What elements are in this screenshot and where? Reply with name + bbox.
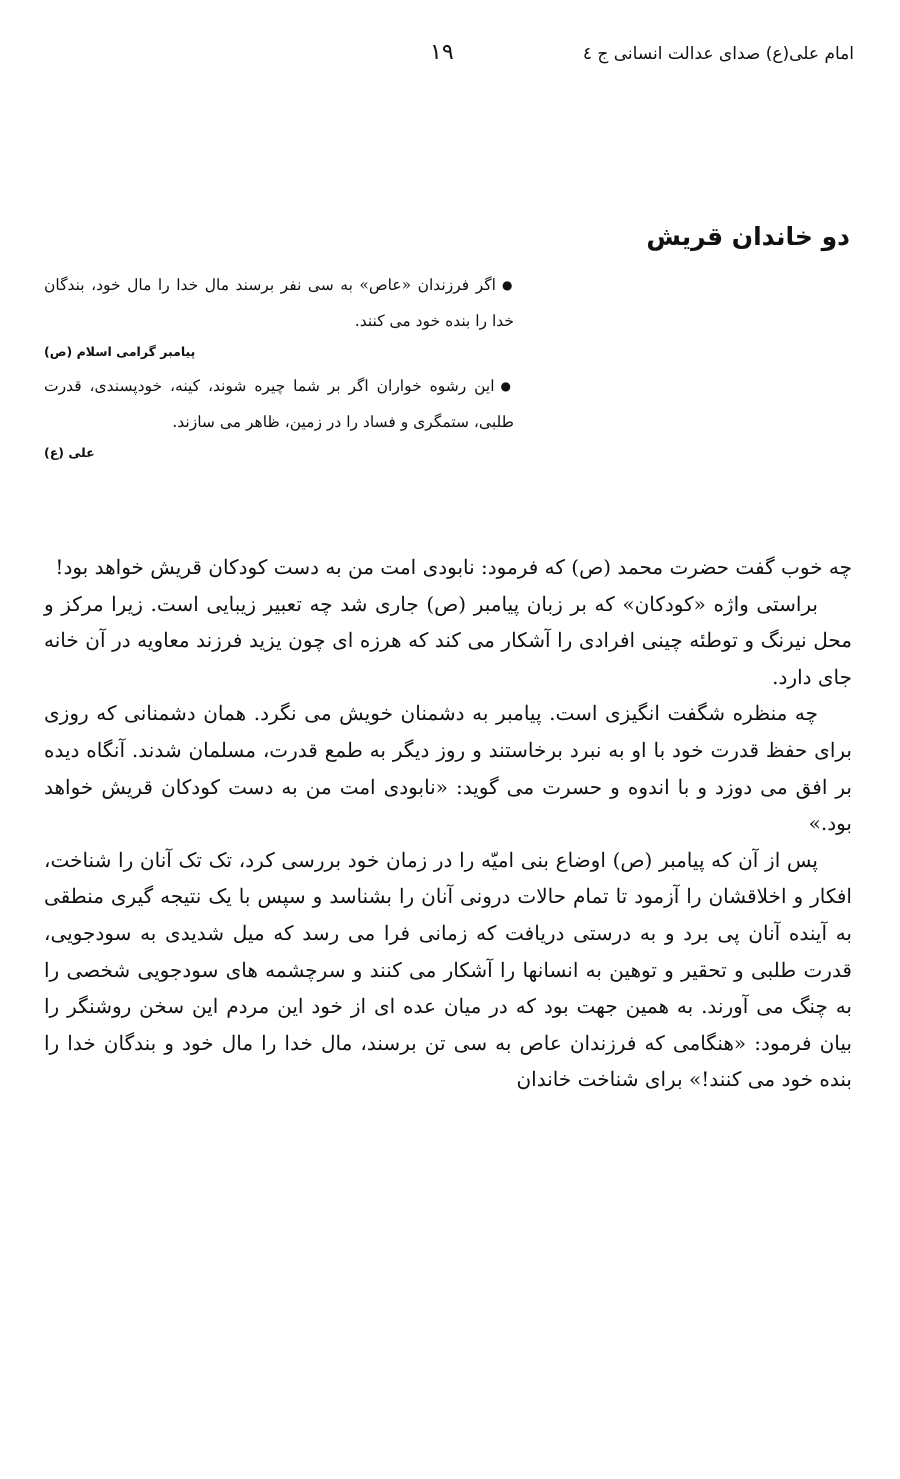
bullet-icon: ● xyxy=(500,379,514,393)
bullet-icon: ● xyxy=(501,278,514,292)
book-title: امام علی(ع) صدای عدالت انسانی ج ٤ xyxy=(582,44,854,64)
body-text xyxy=(44,549,852,1098)
paragraph: چه خوب گفت حضرت محمد (ص) که فرمود: نابودی امت من به دست کودکان قریش خواهد بود! xyxy=(55,555,852,579)
paragraph: پس از آن که پیامبر (ص) اوضاع بنی امیّه را در زمان خود بررسی کرد، تک تک آنان را شناخت، افکار و اخلاقشان را آزمود تا تمام حالات درونی آنان را بشناسد و سپس با یک نتیجه گیری منطقی به آینده آنان پی برد و به درستی دریافت که زمانی فرا می رسد که میل شدیدی به سودجویی، قدرت طلبی و تحقیر و توهین به انسانها را آشکار می کنند و سرچشمه های سودجویی شخصی را به چنگ می آورند. به همین جهت بود که در میان عده ای از خود این مردم این سخن روشنگر را بیان فرمود: «هنگامی که فرزندان عاص به سی تن برسند، مال خدا را مال خود و بندگان خدا را بنده خود می کنند!» برای شناخت خاندان xyxy=(44,847,852,1092)
epigraph-quote xyxy=(44,268,514,339)
epigraph-text: این رشوه خواران اگر بر شما چیره شوند، کینه، خودپسندی، قدرت طلبی، ستمگری و فساد را در زمین، ظاهر می سازند. xyxy=(44,377,514,431)
epigraph-attribution: علی (ع) xyxy=(44,445,95,460)
epigraph-attribution: پیامبر گرامی اسلام (ص) xyxy=(44,344,196,359)
epigraph-text: اگر فرزندان «عاص» به سی نفر برسند مال خدا را مال خود، بندگان خدا را بنده خود می کنند. xyxy=(44,276,514,330)
chapter-title: دو خاندان قریش xyxy=(646,222,850,251)
epigraph-quote xyxy=(44,369,514,440)
running-header xyxy=(48,40,854,74)
paragraph: براستی واژه «کودکان» که بر زبان پیامبر (ص) جاری شد چه تعبیر زیبایی است. زیرا مرکز و محل نیرنگ و توطئه چینی افرادی را آشکار می کند که هرزه ای چون یزید فرزند معاویه در آن خانه جای دارد. xyxy=(44,591,852,689)
page-number: ١٩ xyxy=(430,40,454,65)
epigraph-block xyxy=(44,268,514,470)
paragraph: چه منظره شگفت انگیزی است. پیامبر به دشمنان خویش می نگرد. همان دشمنانی که روزی برای حفظ قدرت خود با او به نبرد برخاستند و روز دیگر به طمع قدرت، مسلمان شدند. آنگاه دیده بر افق می دوزد و با اندوه و حسرت می گوید: «نابودی امت من به دست کودکان قریش خواهد بود.» xyxy=(44,701,852,836)
